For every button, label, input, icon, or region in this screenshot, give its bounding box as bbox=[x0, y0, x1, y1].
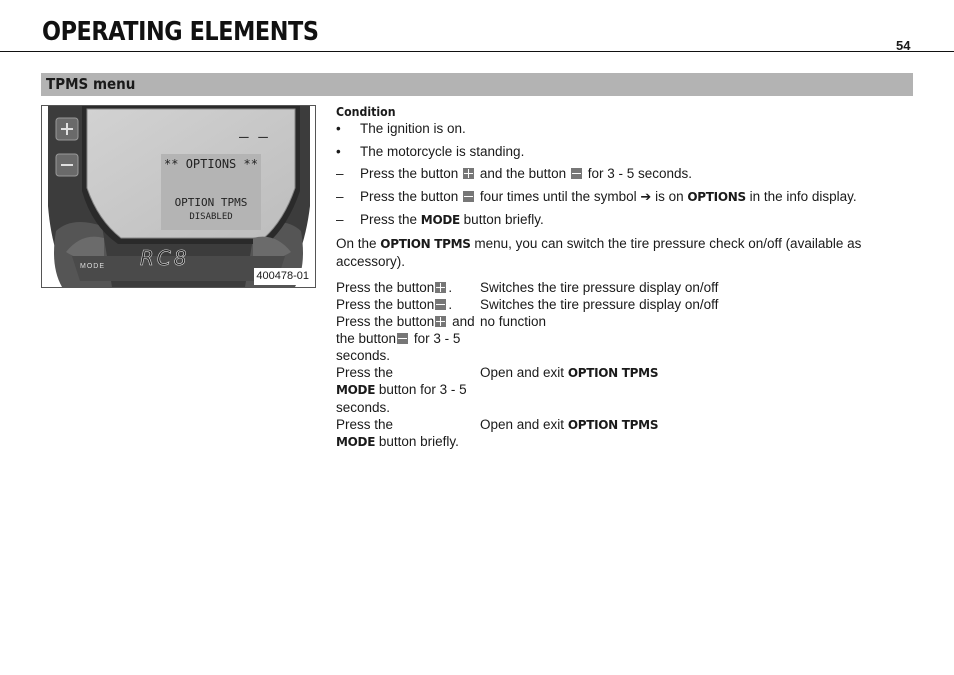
plus-icon bbox=[435, 282, 446, 293]
step-item: – Press the MODE button briefly. bbox=[336, 212, 544, 227]
table-row: Press the button and the button for 3 - 5 seconds. no function bbox=[336, 314, 547, 363]
step-item: – Press the button four times until the symbol ➔ is on OPTIONS in the info display. bbox=[336, 188, 857, 204]
mode-keyword: MODE bbox=[336, 435, 376, 449]
mode-button-label: MODE bbox=[80, 263, 105, 270]
table-row: Press the MODE button briefly. Open and exit OPTION TPMS bbox=[336, 417, 659, 449]
display-option-tpms-line: OPTION TPMS bbox=[174, 196, 248, 209]
section-title: TPMS menu bbox=[46, 75, 136, 93]
options-keyword: OPTIONS bbox=[687, 189, 746, 204]
page-number: 54 bbox=[896, 38, 911, 53]
display-disabled-line: DISABLED bbox=[189, 212, 233, 222]
display-dashes: – – bbox=[239, 127, 268, 146]
condition-bullet: • The motorcycle is standing. bbox=[336, 143, 525, 159]
plus-icon bbox=[435, 316, 446, 327]
table-row: Press the button . Switches the tire pressure display on/off bbox=[336, 297, 719, 312]
header-divider bbox=[0, 51, 954, 52]
table-row: Press the MODE button for 3 - 5 seconds. Open and exit OPTION TPMS bbox=[336, 365, 659, 415]
mode-keyword: MODE bbox=[336, 383, 376, 397]
arrow-right-icon: ➔ bbox=[640, 188, 652, 204]
plus-icon bbox=[463, 168, 474, 179]
intro-paragraph: On the OPTION TPMS menu, you can switch the tire pressure check on/off (available as accessory). bbox=[336, 235, 862, 269]
page-title: OPERATING ELEMENTS bbox=[42, 17, 319, 47]
minus-icon bbox=[571, 168, 582, 179]
step-item: – Press the button and the button for 3 - 5 seconds. bbox=[336, 166, 693, 181]
figure-label: 400478-01 bbox=[254, 268, 311, 285]
condition-bullet: • The ignition is on. bbox=[336, 121, 466, 136]
option-tpms-keyword: OPTION TPMS bbox=[567, 418, 659, 432]
mode-keyword: MODE bbox=[420, 213, 460, 227]
content-column bbox=[336, 103, 914, 270]
option-tpms-keyword: OPTION TPMS bbox=[380, 236, 471, 251]
rc8-logo: RC8 bbox=[140, 246, 190, 270]
condition-heading: Condition bbox=[336, 104, 396, 119]
display-options-line: ** OPTIONS ** bbox=[164, 157, 258, 171]
minus-icon bbox=[435, 299, 446, 310]
section-header-bar bbox=[41, 73, 913, 96]
table-row: Press the button . Switches the tire pressure display on/off bbox=[336, 280, 719, 295]
operations-table bbox=[336, 279, 910, 451]
instrument-panel-figure bbox=[41, 105, 316, 288]
minus-icon bbox=[463, 191, 474, 202]
minus-icon bbox=[397, 333, 408, 344]
option-tpms-keyword: OPTION TPMS bbox=[567, 366, 659, 380]
